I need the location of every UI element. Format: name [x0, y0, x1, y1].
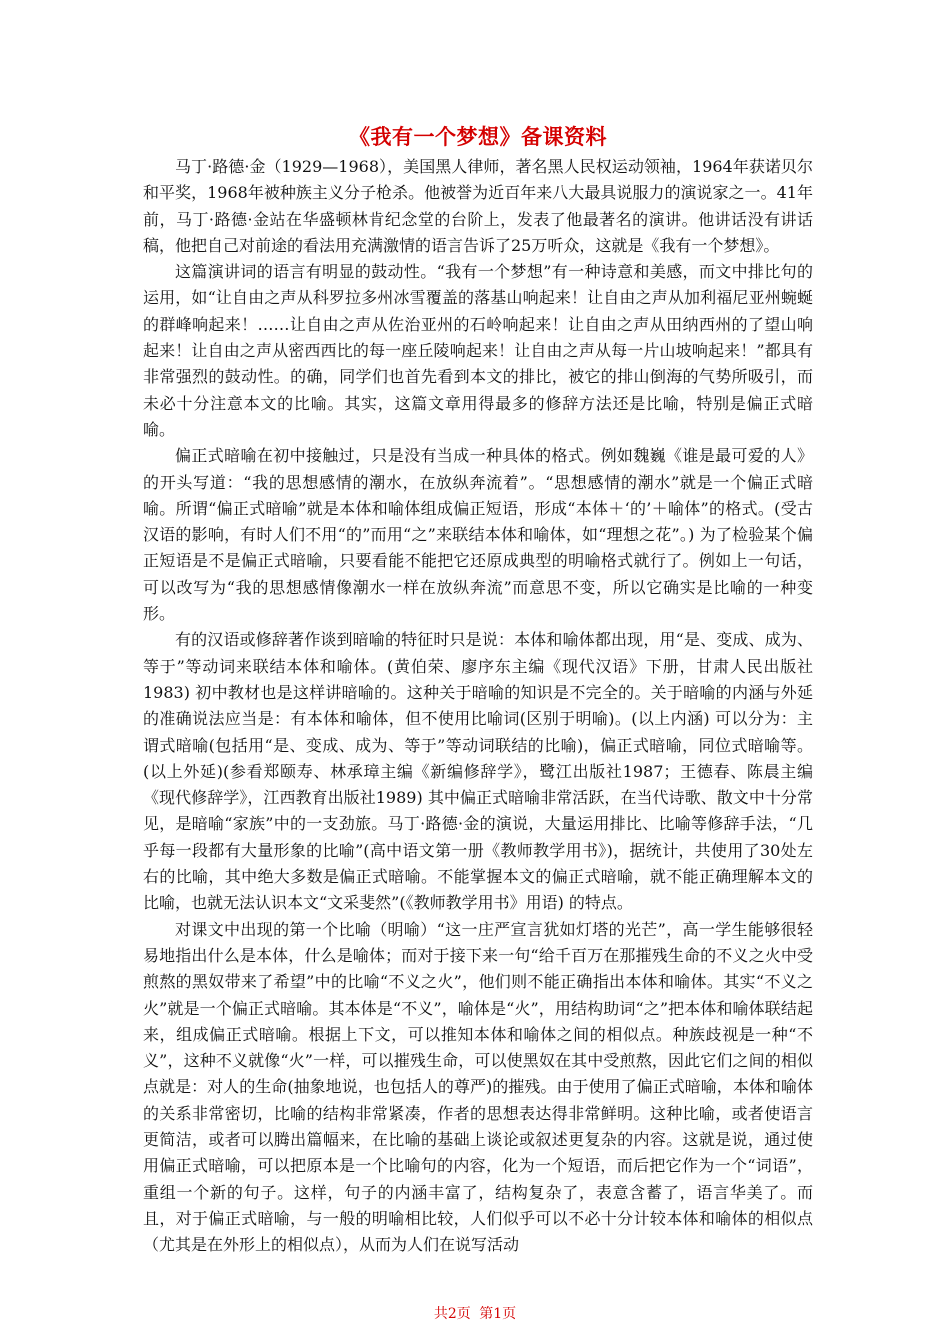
paragraph-3: 偏正式暗喻在初中接触过，只是没有当成一种具体的格式。例如魏巍《谁是最可爱的人》的开头写道：“我的思想感情的潮水，在放纵奔流着”。“思想感情的潮水”就是一个偏正式暗喻。所谓“偏正式暗喻”就是本体和喻体组成偏正短语，形成“本体＋‘的’＋喻体”的格式。(受古汉语的影响，有时人们不用“的”而用“之”来联结本体和喻体，如“理想之花”。) 为了检验某个偏正短语是不是偏正式暗喻，只要看能不能把它还原成典型的明喻格式就行了。例如上一句话，可以改写为“我的思想感情像潮水一样在放纵奔流”而意思不变，所以它确实是比喻的一种变形。: [143, 446, 813, 624]
page-current: 第1页: [479, 1306, 517, 1322]
page-footer: [0, 1305, 950, 1323]
paragraph-5: 对课文中出现的第一个比喻（明喻）“这一庄严宣言犹如灯塔的光芒”，高一学生能够很轻易地指出什么是本体，什么是喻体；而对于接下来一句“给千百万在那摧残生命的不义之火中受煎熬的黑奴带来了希望”中的比喻“不义之火”，他们则不能正确指出本体和喻体。其实“不义之火”就是一个偏正式暗喻。其本体是“不义”，喻体是“火”，用结构助词“之”把本体和喻体联结起来，组成偏正式暗喻。根据上下文，可以推知本体和喻体之间的相似点。种族歧视是一种“不义”，这种不义就像“火”一样，可以摧残生命，可以使黑奴在其中受煎熬，因此它们之间的相似点就是：对人的生命(抽象地说，也包括人的尊严)的摧残。由于使用了偏正式暗喻，本体和喻体的关系非常密切，比喻的结构非常紧凑，作者的思想表达得非常鲜明。这种比喻，或者使语言更简洁，或者可以腾出篇幅来，在比喻的基础上谈论或叙述更复杂的内容。这就是说，通过使用偏正式暗喻，可以把原本是一个比喻句的内容，化为一个短语，而后把它作为一个“词语”，重组一个新的句子。这样，句子的内涵丰富了，结构复杂了，表意含蓄了，语言华美了。而且，对于偏正式暗喻，与一般的明喻相比较，人们似乎可以不必十分计较本体和喻体的相似点（尤其是在外形上的相似点），从而为人们在说写活动: [143, 919, 813, 1255]
paragraph-4: 有的汉语或修辞著作谈到暗喻的特征时只是说：本体和喻体都出现，用“是、变成、成为、等于”等动词来联结本体和喻体。(黄伯荣、廖序东主编《现代汉语》下册，甘肃人民出版社1983) 初中教材也是这样讲暗喻的。这种关于暗喻的知识是不完全的。关于暗喻的内涵与外延的准确说法应当是：有本体和喻体，但不使用比喻词(区别于明喻)。(以上内涵) 可以分为：主谓式暗喻(包括用“是、变成、成为、等于”等动词联结的比喻)，偏正式暗喻，同位式暗喻等。(以上外延)(参看郑颐寿、林承璋主编《新编修辞学》，鹭江出版社1987；王德春、陈晨主编《现代修辞学》，江西教育出版社1989) 其中偏正式暗喻非常活跃，在当代诗歌、散文中十分常见，是暗喻“家族”中的一支劲旅。马丁·路德·金的演说，大量运用排比、比喻等修辞手法，“几乎每一段都有大量形象的比喻”(高中语文第一册《教师教学用书》)，据统计，共使用了30处左右的比喻，其中绝大多数是偏正式暗喻。不能掌握本文的偏正式暗喻，就不能正确理解本文的比喻，也就无法认识本文“文采斐然”(《教师教学用书》用语) 的特点。: [143, 630, 813, 913]
document-title: 《我有一个梦想》备课资料: [349, 124, 607, 149]
paragraph-2: 这篇演讲词的语言有明显的鼓动性。“我有一个梦想”有一种诗意和美感，而文中排比句的运用，如“让自由之声从科罗拉多州冰雪覆盖的落基山响起来！让自由之声从加利福尼亚州蜿蜒的群峰响起来！……让自由之声从佐治亚州的石岭响起来！让自由之声从田纳西州的了望山响起来！让自由之声从密西西比的每一座丘陵响起来！让自由之声从每一片山坡响起来！”都具有非常强烈的鼓动性。的确，同学们也首先看到本文的排比，被它的排山倒海的气势所吸引，而未必十分注意本文的比喻。其实，这篇文章用得最多的修辞方法还是比喻，特别是偏正式暗喻。: [143, 262, 813, 439]
page-total: 共2页: [433, 1306, 471, 1322]
document-body: [143, 122, 813, 1258]
paragraph-1: 马丁·路德·金（1929—1968），美国黑人律师，著名黑人民权运动领袖，1964年获诺贝尔和平奖，1968年被种族主义分子枪杀。他被誉为近百年来八大最具说服力的演说家之一。41年前，马丁·路德·金站在华盛顿林肯纪念堂的台阶上，发表了他最著名的演讲。他讲话没有讲话稿，他把自己对前途的看法用充满激情的语言告诉了25万听众，这就是《我有一个梦想》。: [143, 157, 813, 255]
